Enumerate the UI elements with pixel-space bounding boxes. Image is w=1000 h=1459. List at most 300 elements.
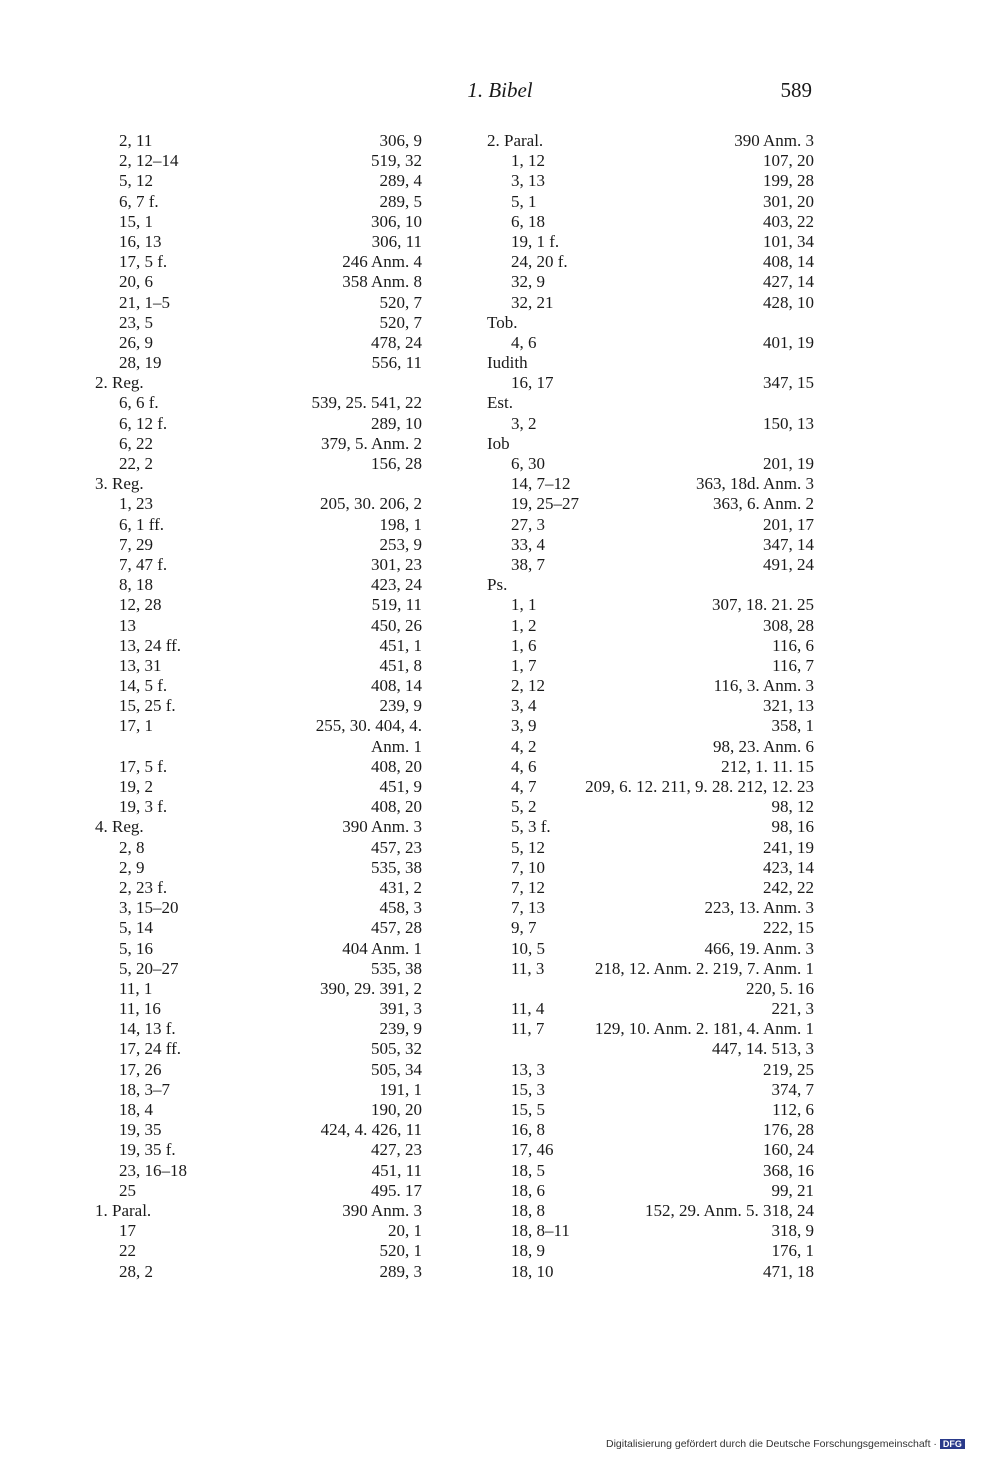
entry-page-locator: 209, 6. 12. 211, 9. 28. 212, 12. 23 (585, 777, 814, 796)
index-entry (487, 252, 814, 272)
entry-reference: 28, 19 (119, 353, 162, 373)
index-entry (487, 757, 814, 777)
entry-page-locator: 220, 5. 16 (746, 978, 814, 998)
entry-reference: 18, 3–7 (119, 1079, 170, 1099)
entry-reference: 3, 13 (511, 171, 545, 191)
index-column-right (487, 131, 814, 1282)
entry-page-locator: 451, 1 (379, 635, 422, 655)
entry-reference: 8, 18 (119, 575, 153, 595)
index-section-heading (95, 817, 422, 837)
index-entry (487, 595, 814, 615)
entry-page-locator: 219, 25 (763, 1059, 814, 1079)
entry-page-locator: 347, 14 (763, 534, 814, 554)
index-entry (95, 434, 422, 454)
index-entry (95, 616, 422, 636)
entry-reference: 18, 5 (511, 1160, 545, 1180)
entry-reference: 25 (119, 1180, 136, 1200)
index-entry (95, 737, 422, 757)
index-entry (487, 1140, 814, 1160)
entry-reference: 27, 3 (511, 514, 545, 534)
entry-reference: 17 (119, 1221, 136, 1241)
index-entry (95, 1181, 422, 1201)
entry-page-locator: 20, 1 (388, 1221, 422, 1241)
entry-page-locator: 379, 5. Anm. 2 (320, 433, 422, 453)
index-entry (487, 1120, 814, 1140)
entry-page-locator: 152, 29. Anm. 5. 318, 24 (644, 1200, 814, 1220)
entry-page-locator: 539, 25. 541, 22 (311, 393, 422, 413)
index-entry (95, 1019, 422, 1039)
entry-reference: 11, 3 (511, 958, 545, 978)
entry-page-locator: 556, 11 (371, 353, 422, 373)
entry-reference: 3, 9 (511, 716, 537, 736)
index-entry (487, 616, 814, 636)
entry-reference: 14, 7–12 (511, 474, 571, 494)
entry-page-locator: 289, 4 (379, 171, 422, 191)
entry-reference: 15, 25 f. (119, 696, 176, 716)
entry-reference: 11, 1 (119, 978, 153, 998)
entry-reference: 2. Reg. (95, 373, 144, 393)
index-entry (487, 979, 814, 999)
entry-reference: 16, 8 (511, 1120, 545, 1140)
entry-page-locator: 391, 3 (379, 999, 422, 1019)
entry-reference: 2, 9 (119, 857, 145, 877)
entry-page-locator: 368, 16 (763, 1160, 814, 1180)
entry-reference: 6, 12 f. (119, 413, 168, 433)
index-entry (95, 979, 422, 999)
entry-reference: 5, 12 (119, 171, 153, 191)
entry-reference: 3, 15–20 (119, 898, 179, 918)
entry-page-locator: 176, 1 (771, 1241, 814, 1261)
entry-page-locator: 535, 38 (371, 857, 422, 877)
entry-page-locator: 478, 24 (371, 332, 422, 352)
entry-reference: 13, 3 (511, 1059, 545, 1079)
entry-page-locator: 289, 3 (379, 1261, 422, 1281)
entry-page-locator: 129, 10. Anm. 2. 181, 4. Anm. 1 (594, 1019, 814, 1039)
entry-reference: 20, 6 (119, 272, 153, 292)
index-entry (487, 1262, 814, 1282)
index-entry (487, 838, 814, 858)
entry-reference: 24, 20 f. (511, 252, 568, 272)
entry-reference: 19, 1 f. (511, 231, 560, 251)
entry-page-locator: 535, 38 (371, 958, 422, 978)
index-entry (487, 1080, 814, 1100)
entry-reference: Tob. (487, 312, 518, 332)
entry-page-locator: 239, 9 (379, 1019, 422, 1039)
index-entry (487, 474, 814, 494)
entry-page-locator: 198, 1 (379, 514, 422, 534)
entry-page-locator: 116, 3. Anm. 3 (713, 676, 814, 696)
index-entry (487, 1161, 814, 1181)
index-entry (487, 959, 814, 979)
index-entry (487, 858, 814, 878)
entry-reference: 15, 1 (119, 211, 153, 231)
entry-reference: 13, 31 (119, 655, 162, 675)
entry-page-locator: 447, 14. 513, 3 (712, 1039, 814, 1059)
entry-page-locator: 289, 10 (371, 413, 422, 433)
index-entry (95, 656, 422, 676)
entry-reference: 22 (119, 1241, 136, 1261)
index-entry (487, 555, 814, 575)
index-entry (95, 414, 422, 434)
entry-reference: 38, 7 (511, 554, 545, 574)
index-entry (95, 313, 422, 333)
entry-reference: 17, 5 f. (119, 252, 168, 272)
index-entry (487, 737, 814, 757)
index-entry (95, 131, 422, 151)
index-entry (487, 1039, 814, 1059)
index-entry (487, 454, 814, 474)
index-entry (487, 494, 814, 514)
entry-reference: 7, 12 (511, 877, 545, 897)
entry-reference: 7, 29 (119, 534, 153, 554)
entry-reference: 19, 35 (119, 1120, 162, 1140)
entry-page-locator: 112, 6 (772, 1100, 814, 1119)
index-entry (95, 293, 422, 313)
entry-reference: 19, 3 f. (119, 797, 168, 817)
entry-page-locator: 176, 28 (763, 1120, 814, 1140)
entry-reference: 12, 28 (119, 595, 162, 615)
entry-page-locator: 306, 9 (379, 131, 422, 150)
index-entry (95, 171, 422, 191)
entry-page-locator: 457, 28 (371, 918, 422, 938)
entry-reference: 16, 17 (511, 373, 554, 393)
index-entry (95, 1100, 422, 1120)
entry-reference: 5, 1 (511, 191, 537, 211)
entry-page-locator: 199, 28 (763, 171, 814, 191)
index-entry (95, 1120, 422, 1140)
index-entry (95, 252, 422, 272)
entry-reference: 19, 25–27 (511, 494, 579, 514)
index-entry (487, 414, 814, 434)
entry-reference: 5, 20–27 (119, 958, 179, 978)
entry-page-locator: 428, 10 (763, 292, 814, 312)
entry-page-locator: 363, 6. Anm. 2 (712, 494, 814, 514)
entry-reference: 17, 24 ff. (119, 1039, 182, 1059)
entry-page-locator: 408, 20 (371, 797, 422, 817)
entry-page-locator: 471, 18 (763, 1261, 814, 1281)
index-entry (95, 838, 422, 858)
entry-reference: 3, 2 (511, 413, 537, 433)
entry-page-locator: 450, 26 (371, 615, 422, 635)
entry-reference: 6, 7 f. (119, 191, 159, 211)
index-entry (487, 272, 814, 292)
index-entry (487, 898, 814, 918)
index-entry (95, 1140, 422, 1160)
entry-page-locator: 466, 19. Anm. 3 (704, 938, 814, 958)
entry-page-locator: 358, 1 (771, 716, 814, 736)
index-entry (95, 1221, 422, 1241)
index-entry (487, 373, 814, 393)
entry-reference: 2, 12–14 (119, 151, 179, 171)
entry-page-locator: 218, 12. Anm. 2. 219, 7. Anm. 1 (594, 958, 814, 978)
index-entry (95, 696, 422, 716)
entry-page-locator: 239, 9 (379, 696, 422, 716)
entry-page-locator: 301, 20 (763, 191, 814, 211)
index-entry (95, 676, 422, 696)
index-entry (95, 494, 422, 514)
index-entry (95, 535, 422, 555)
index-entry (95, 1161, 422, 1181)
index-entry (95, 858, 422, 878)
entry-page-locator: 458, 3 (379, 898, 422, 918)
index-entry (95, 939, 422, 959)
entry-reference: 5, 14 (119, 918, 153, 938)
entry-page-locator: 306, 10 (371, 211, 422, 231)
index-entry (95, 192, 422, 212)
entry-page-locator: 408, 14 (763, 252, 814, 272)
index-section-heading (95, 373, 422, 393)
entry-page-locator: 308, 28 (763, 615, 814, 635)
index-entry (487, 1201, 814, 1221)
page-number: 589 (780, 78, 812, 102)
index-entry (95, 1080, 422, 1100)
entry-reference: 19, 2 (119, 777, 153, 796)
dfg-logo: DFG (940, 1439, 965, 1449)
entry-reference: 4, 6 (511, 332, 537, 352)
index-entry (487, 777, 814, 797)
index-column-left (95, 131, 422, 1282)
index-entry (487, 939, 814, 959)
index-entry (487, 535, 814, 555)
entry-page-locator: 255, 30. 404, 4. (315, 716, 422, 736)
entry-page-locator: 423, 14 (763, 857, 814, 877)
index-section-heading (487, 575, 814, 595)
entry-page-locator: 98, 23. Anm. 6 (712, 736, 814, 756)
entry-reference: Iudith (487, 353, 528, 373)
entry-page-locator: 306, 11 (371, 231, 422, 251)
entry-page-locator: 223, 13. Anm. 3 (704, 898, 814, 918)
entry-page-locator: 423, 24 (371, 575, 422, 595)
index-section-heading (95, 474, 422, 494)
entry-reference: 17, 46 (511, 1140, 554, 1160)
entry-reference: 4, 6 (511, 756, 537, 776)
index-entry (95, 999, 422, 1019)
index-entry (95, 595, 422, 615)
index-entry (95, 959, 422, 979)
index-entry (487, 676, 814, 696)
entry-reference: 32, 9 (511, 272, 545, 292)
entry-page-locator: 116, 7 (772, 655, 814, 675)
entry-page-locator: 101, 34 (763, 231, 814, 251)
index-entry (95, 212, 422, 232)
entry-page-locator: 451, 11 (371, 1160, 422, 1180)
entry-reference: 17, 5 f. (119, 756, 168, 776)
index-entry (487, 232, 814, 252)
entry-reference: 6, 6 f. (119, 393, 159, 413)
entry-reference: 7, 47 f. (119, 554, 168, 574)
entry-page-locator: 156, 28 (371, 454, 422, 473)
entry-reference: Iob (487, 433, 510, 453)
index-entry (95, 1241, 422, 1261)
index-entry (487, 918, 814, 938)
entry-reference: 14, 5 f. (119, 676, 168, 696)
entry-page-locator: 520, 1 (379, 1241, 422, 1261)
index-entry (95, 1060, 422, 1080)
index-entry (487, 1221, 814, 1241)
index-entry (95, 454, 422, 474)
index-entry (95, 151, 422, 171)
entry-reference: 2, 12 (511, 676, 545, 696)
entry-page-locator: 99, 21 (771, 1180, 814, 1200)
entry-page-locator: 116, 6 (772, 635, 814, 655)
entry-page-locator: 390 Anm. 3 (342, 817, 422, 837)
entry-page-locator: Anm. 1 (371, 736, 422, 756)
index-entry (487, 171, 814, 191)
entry-reference: 2. Paral. (487, 131, 544, 150)
footer-credit (606, 1438, 965, 1450)
index-entry (487, 1100, 814, 1120)
entry-page-locator: 427, 14 (763, 272, 814, 292)
entry-page-locator: 363, 18d. Anm. 3 (695, 474, 814, 494)
entry-page-locator: 424, 4. 426, 11 (320, 1120, 422, 1140)
index-entry (487, 515, 814, 535)
index-entry (95, 777, 422, 797)
entry-reference: Est. (487, 393, 513, 413)
entry-reference: 19, 35 f. (119, 1140, 176, 1160)
entry-reference: 15, 5 (511, 1100, 545, 1119)
entry-reference: 23, 5 (119, 312, 153, 332)
index-entry (487, 656, 814, 676)
entry-reference: 5, 12 (511, 837, 545, 857)
entry-reference: 33, 4 (511, 534, 545, 554)
entry-reference: 1, 23 (119, 494, 153, 514)
entry-reference: 17, 1 (119, 716, 153, 736)
entry-reference: 1, 6 (511, 635, 537, 655)
entry-reference: 32, 21 (511, 292, 554, 312)
entry-page-locator: 242, 22 (763, 877, 814, 897)
entry-page-locator: 160, 24 (763, 1140, 814, 1160)
index-entry (95, 918, 422, 938)
entry-page-locator: 150, 13 (763, 413, 814, 433)
entry-reference: 11, 7 (511, 1019, 545, 1039)
entry-page-locator: 390 Anm. 3 (342, 1200, 422, 1220)
entry-reference: 6, 22 (119, 433, 153, 453)
entry-reference: 13, 24 ff. (119, 635, 182, 655)
index-entry (487, 192, 814, 212)
index-section-heading (95, 1201, 422, 1221)
entry-page-locator: 401, 19 (763, 332, 814, 352)
entry-reference: 6, 18 (511, 211, 545, 231)
entry-reference: 1, 2 (511, 615, 537, 635)
index-entry (487, 293, 814, 313)
entry-page-locator: 495. 17 (371, 1180, 422, 1200)
entry-reference: 26, 9 (119, 332, 153, 352)
index-entry (487, 797, 814, 817)
entry-reference: 13 (119, 615, 136, 635)
index-entry (95, 757, 422, 777)
entry-page-locator: 520, 7 (379, 312, 422, 332)
entry-page-locator: 98, 16 (771, 817, 814, 837)
entry-reference: 3. Reg. (95, 474, 144, 494)
entry-page-locator: 221, 3 (771, 999, 814, 1019)
index-entry (95, 1039, 422, 1059)
index-entry (487, 212, 814, 232)
index-entry (487, 151, 814, 171)
entry-page-locator: 404 Anm. 1 (342, 938, 422, 958)
entry-reference: 2, 11 (119, 131, 153, 150)
entry-page-locator: 505, 32 (371, 1039, 422, 1059)
entry-reference: 9, 7 (511, 918, 537, 938)
entry-page-locator: 519, 11 (371, 595, 422, 615)
entry-reference: 22, 2 (119, 454, 153, 473)
entry-reference: 17, 26 (119, 1059, 162, 1079)
entry-reference: 28, 2 (119, 1261, 153, 1281)
entry-reference: 1, 12 (511, 151, 545, 171)
entry-page-locator: 222, 15 (763, 918, 814, 938)
entry-page-locator: 408, 14 (371, 676, 422, 696)
entry-page-locator: 374, 7 (771, 1079, 814, 1099)
entry-reference: 5, 16 (119, 938, 153, 958)
page-header-title: 1. Bibel (467, 78, 533, 102)
index-entry (95, 575, 422, 595)
entry-page-locator: 451, 9 (379, 777, 422, 796)
entry-reference: 11, 4 (511, 999, 545, 1019)
entry-page-locator: 205, 30. 206, 2 (320, 494, 422, 514)
entry-reference: 7, 10 (511, 857, 545, 877)
entry-reference: 4, 2 (511, 736, 537, 756)
entry-reference: 6, 30 (511, 454, 545, 473)
index-section-heading (487, 313, 814, 333)
index-entry (487, 999, 814, 1019)
entry-page-locator: 241, 19 (763, 837, 814, 857)
entry-page-locator: 457, 23 (371, 837, 422, 857)
index-entry (95, 515, 422, 535)
entry-page-locator: 191, 1 (379, 1079, 422, 1099)
entry-page-locator: 403, 22 (763, 211, 814, 231)
entry-reference: 23, 16–18 (119, 1160, 187, 1180)
entry-page-locator: 246 Anm. 4 (342, 252, 422, 272)
entry-page-locator: 427, 23 (371, 1140, 422, 1160)
entry-reference: 5, 3 f. (511, 817, 551, 837)
index-entry (95, 555, 422, 575)
entry-reference: 18, 10 (511, 1261, 554, 1281)
entry-reference: 4, 7 (511, 777, 537, 796)
entry-reference: 15, 3 (511, 1079, 545, 1099)
entry-reference: 6, 1 ff. (119, 514, 165, 534)
entry-page-locator: 431, 2 (379, 877, 422, 897)
entry-page-locator: 390 Anm. 3 (734, 131, 814, 150)
index-entry (95, 636, 422, 656)
entry-reference: 4. Reg. (95, 817, 144, 837)
entry-reference: 1, 1 (511, 595, 537, 615)
index-entry (487, 696, 814, 716)
footer-credit-text: Digitalisierung gefördert durch die Deutsche Forschungsgemeinschaft · (606, 1438, 937, 1450)
index-entry (95, 898, 422, 918)
entry-reference: 10, 5 (511, 938, 545, 958)
entry-reference: 21, 1–5 (119, 292, 170, 312)
index-entry (95, 716, 422, 736)
index-entry (95, 232, 422, 252)
entry-page-locator: 301, 23 (371, 554, 422, 574)
entry-page-locator: 520, 7 (379, 292, 422, 312)
entry-reference: 7, 13 (511, 898, 545, 918)
index-entry (487, 1060, 814, 1080)
index-section-heading (487, 393, 814, 413)
index-entry (487, 636, 814, 656)
index-entry (95, 1262, 422, 1282)
entry-page-locator: 201, 19 (763, 454, 814, 473)
entry-page-locator: 321, 13 (763, 696, 814, 716)
entry-reference: 18, 9 (511, 1241, 545, 1261)
index-entry (487, 1181, 814, 1201)
entry-reference: 2, 23 f. (119, 877, 168, 897)
entry-reference: 18, 6 (511, 1180, 545, 1200)
entry-page-locator: 451, 8 (379, 655, 422, 675)
entry-page-locator: 98, 12 (771, 797, 814, 817)
entry-page-locator: 491, 24 (763, 554, 814, 574)
entry-page-locator: 358 Anm. 8 (342, 272, 422, 292)
index-section-heading (487, 434, 814, 454)
